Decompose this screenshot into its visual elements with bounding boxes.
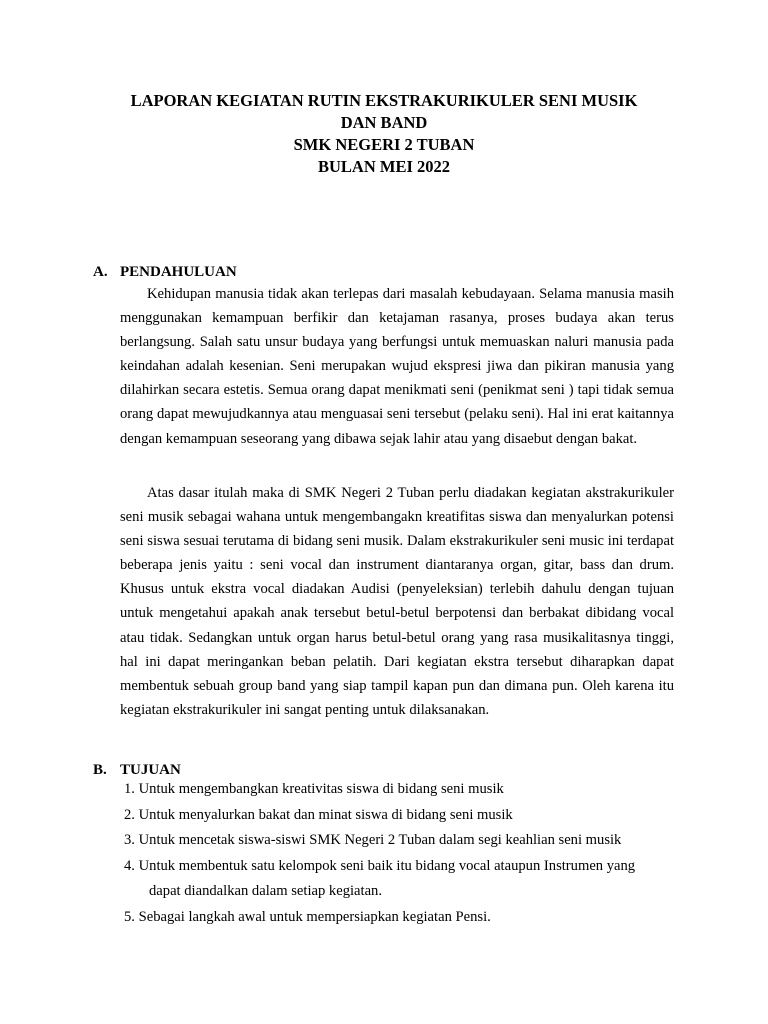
list-item-text: Untuk membentuk satu kelompok seni baik itu bidang vocal ataupun Instrumen yang: [138, 857, 636, 874]
document-title: [100, 90, 668, 178]
tujuan-list: [124, 777, 684, 930]
section-a-paragraph-1: Kehidupan manusia tidak akan terlepas dari masalah kebudayaan. Selama manusia masih menggunakan kemampuan berfikir dan ketajaman rasanya, proses budaya akan terus berlangsung. Salah satu unsur budaya yang berfungsi untuk memuaskan naluri manusia pada keindahan adalah kesenian. Seni merupakan wujud ekspresi jiwa dan pikiran manusia yang dilahirkan secara estetis. Semua orang dapat menikmati seni (penikmat seni ) tapi tidak semua orang dapat mewujudkannya atau menguasai seni tersebut (pelaku seni). Hal ini erat kaitannya dengan kemampuan seseorang yang dibawa sejak lahir atau yang disaebut dengan bakat.: [120, 286, 674, 447]
section-a-letter: A.: [93, 264, 108, 280]
list-item: [124, 828, 684, 854]
title-line-3: SMK NEGERI 2 TUBAN: [293, 135, 475, 154]
list-item-text: Sebagai langkah awal untuk mempersiapkan kegiatan Pensi.: [138, 908, 491, 925]
section-a-title: PENDAHULUAN: [120, 264, 237, 280]
list-item: [124, 777, 684, 803]
list-item: [124, 905, 684, 931]
list-item-number: 4.: [124, 857, 135, 874]
title-line-1: LAPORAN KEGIATAN RUTIN EKSTRAKURIKULER SENI MUSIK: [130, 91, 638, 110]
list-item-number: 2.: [124, 806, 135, 823]
list-item-text: Untuk mencetak siswa-siswi SMK Negeri 2 Tuban dalam segi keahlian seni musik: [138, 832, 622, 848]
list-item: [124, 803, 684, 829]
list-item: [124, 854, 684, 905]
list-item-text: Untuk mengembangkan kreativitas siswa di bidang seni musik: [138, 781, 504, 797]
section-a-paragraph-2: Atas dasar itulah maka di SMK Negeri 2 Tuban perlu diadakan kegiatan akstrakurikuler seni musik sebagai wahana untuk mengembangakn kreatifitas siswa dan menyalurkan potensi seni siswa sesuai terutama di bidang seni musik. Dalam ekstrakurikuler seni music ini terdapat beberapa jenis yaitu : seni vocal dan instrument diantaranya organ, gitar, bass dan drum. Khusus untuk ekstra vocal diadakan Audisi (penyeleksian) terlebih dahulu dengan tujuan untuk mengetahui apakah anak tersebut betul-betul berpotensi dan berbakat dibidang vocal atau tidak. Sedangkan untuk organ harus betul-betul orang yang rasa musikalitasnya tinggi, hal ini dapat meringankan beban pelatih. Dari kegiatan ekstra tersebut diharapkan dapat membentuk sebuah group band yang siap tampil kapan pun dan dimana pun. Oleh karena itu kegiatan ekstrakurikuler ini sangat penting untuk dilaksanakan.: [120, 485, 674, 718]
list-item-text: Untuk menyalurkan bakat dan minat siswa di bidang seni musik: [138, 806, 513, 823]
list-item-number: 5.: [124, 908, 135, 925]
section-b-letter: B.: [93, 762, 107, 778]
list-item-number: 3.: [124, 832, 135, 848]
list-item-number: 1.: [124, 781, 135, 797]
title-line-2: DAN BAND: [340, 113, 428, 132]
section-a-heading: [93, 264, 237, 281]
title-line-4: BULAN MEI 2022: [317, 157, 450, 176]
section-b-title: TUJUAN: [120, 762, 181, 778]
list-item-continuation: dapat diandalkan dalam setiap kegiatan.: [149, 883, 383, 899]
